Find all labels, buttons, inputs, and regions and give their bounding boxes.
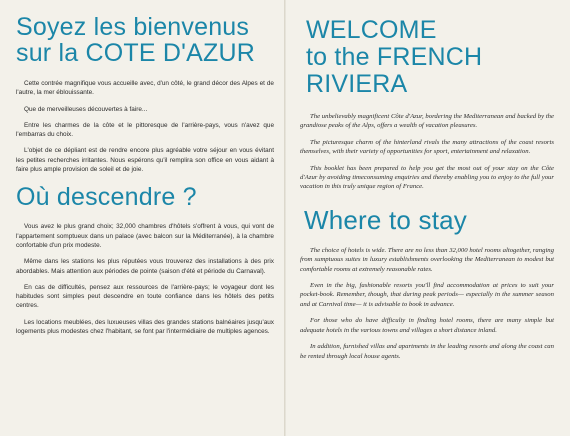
french-stay-heading: Où descendre ? — [16, 183, 197, 212]
french-stay-paragraph: Même dans les stations les plus réputées vous trouverez des installations à des prix abordables. Mais attention aux périodes de pointe (saison d'été et période du Carnaval). — [16, 258, 274, 275]
french-intro-paragraph: Cette contrée magnifique vous accueille avec, d'un côté, le grand décor des Alpes et de l'autre, la mer éblouissante. — [16, 80, 274, 97]
french-stay-paragraph: En cas de difficultés, pensez aux ressources de l'arrière-pays; le voyageur dont les habitudes sont simples peut descendre en toute confiance dans les hôtels des petits centres. — [16, 283, 274, 310]
french-stay-paragraph: Les locations meublées, des luxueuses villas des grandes stations balnéaires jusqu'aux logements plus modestes chez l'habitant, se font par l'intermédiaire de multiples agences. — [16, 318, 274, 336]
french-intro-paragraph: L'objet de ce dépliant est de rendre encore plus agréable votre séjour en vous évitant les petites recherches irritantes. Nous espérons qu'il remplira son office en vous aidant à faire plus ample provision de soleil et de joie. — [16, 147, 274, 174]
english-stay-paragraph: The choice of hotels is wide. There are no less than 32,000 hotel rooms altogether, ranging from sumptuous suites in luxury establishments overlooking the Mediterranean to modest but comfortable rooms at extremely reasonable rates. — [300, 246, 554, 273]
french-welcome-line-2: sur la COTE D'AZUR — [16, 39, 255, 67]
french-stay-paragraph: Vous avez le plus grand choix; 32,000 chambres d'hôtels s'offrent à vous, qui vont de l'appartement somptueux dans un palace (avec balcon sur la Méditerranée), à la chambre confortable d'un prix modeste. — [16, 223, 274, 249]
french-welcome-heading — [16, 14, 274, 66]
french-welcome-line-1: Soyez les bienvenus — [16, 13, 250, 41]
english-stay-paragraph: For those who do have difficulty in finding hotel rooms, there are many simple but adequate hotels in the various towns and villages a short distance inland. — [300, 317, 554, 334]
english-welcome-line-1: WELCOME — [306, 16, 437, 44]
english-stay-paragraph: Even in the big, fashionable resorts you'll find accommodation at prices to suit your pocket-book. Remember, though, that during peak periods— especially in the summer season and at Carnival time— it is advisable to book in advance. — [300, 282, 554, 308]
english-intro-paragraph: The unbelievably magnificent Côte d'Azur, bordering the Mediterranean and backed by the grandiose peaks of the Alps, offers a wealth of vacation pleasures. — [300, 113, 554, 130]
english-welcome-line-2: to the FRENCH RIVIERA — [306, 43, 483, 98]
french-column — [0, 0, 284, 436]
english-column — [284, 0, 568, 436]
english-stay-paragraph: In addition, furnished villas and apartments in the leading resorts and along the coast can be rented through local house agents. — [300, 343, 554, 360]
french-intro-paragraph: Que de merveilleuses découvertes à faire... — [24, 105, 148, 113]
english-intro-paragraph: The picturesque charm of the hinterland rivals the many attractions of the coast resorts themselves, with their variety of opportunities for sport, entertainment and relaxation. — [300, 138, 554, 156]
english-welcome-heading — [306, 17, 554, 98]
french-intro-paragraph: Entre les charmes de la côte et le pittoresque de l'arrière-pays, vous n'avez que l'embarras du choix. — [16, 121, 274, 139]
english-stay-heading: Where to stay — [304, 204, 467, 235]
english-intro-paragraph: This booklet has been prepared to help you get the most out of your stay on the Côte d'Azur by avoiding timeconsuming enquiries and thereby enabling you to enjoy to the full your vacation in this truly unique region of France. — [300, 164, 554, 191]
